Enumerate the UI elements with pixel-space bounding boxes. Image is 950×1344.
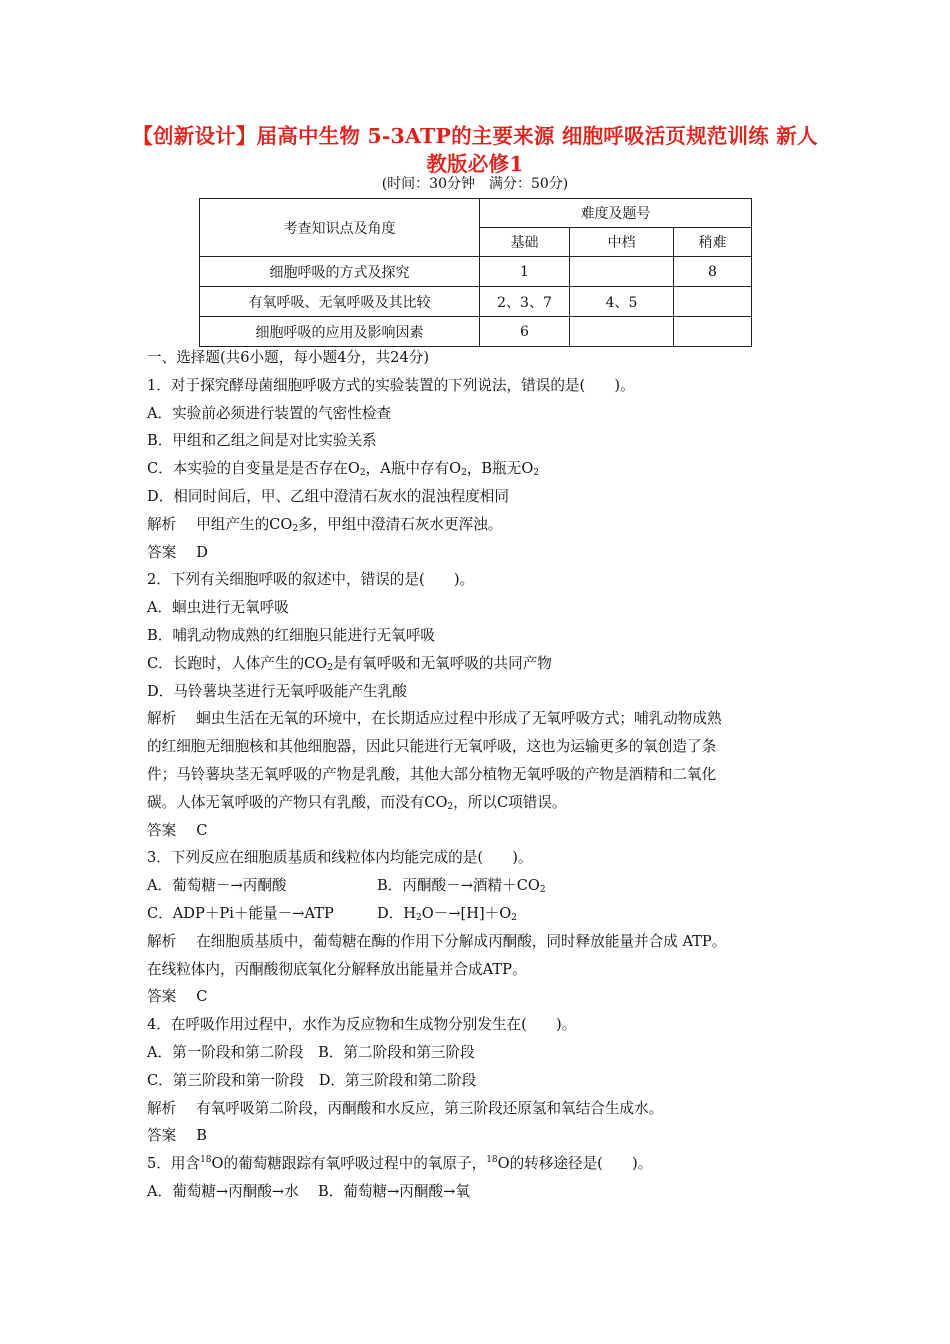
question-1-answer — [147, 539, 817, 567]
option-text: O－→[H]＋O — [421, 904, 512, 922]
subscript: 2 — [416, 912, 422, 923]
question-1-option-c — [147, 455, 817, 483]
answer-value: C — [196, 988, 208, 1006]
table-header-basic: 基础 — [480, 228, 570, 257]
question-2-stem: 2．下列有关细胞呼吸的叙述中，错误的是( )。 — [147, 571, 475, 589]
document-title: 【创新设计】届高中生物 5-3ATP的主要来源 细胞呼吸活页规范训练 新人教版必修1 — [132, 124, 818, 176]
option-text: ，A瓶中存有O — [365, 460, 462, 478]
question-3-answer — [147, 983, 817, 1011]
question-2-analysis-line-2: 的红细胞无细胞核和其他细胞器，因此只能进行无氧呼吸，这也为运输更多的氧创造了条 — [147, 738, 717, 756]
question-2-analysis-line-1 — [147, 705, 817, 733]
knowledge-point-table — [199, 198, 752, 347]
subscript: 2 — [461, 468, 467, 479]
table-row — [200, 287, 752, 317]
analysis-text: 蛔虫生活在无氧的环境中，在长期适应过程中形成了无氧呼吸方式；哺乳动物成熟 — [196, 710, 722, 728]
question-1-option-a: A．实验前必须进行装置的气密性检查 — [147, 404, 392, 422]
question-2-option-a: A．蛔虫进行无氧呼吸 — [147, 599, 289, 617]
section-heading: 一、选择题(共6小题，每小题4分，共24分) — [147, 349, 430, 366]
table-cell-basic: 6 — [480, 317, 570, 347]
analysis-label: 解析 — [147, 710, 177, 728]
analysis-text: 甲组产生的CO — [196, 515, 293, 533]
subscript: 2 — [359, 468, 366, 479]
analysis-label: 解析 — [147, 515, 177, 533]
table-header-topic: 考查知识点及角度 — [200, 199, 480, 257]
question-4-options-cd: C．第三阶段和第一阶段 D．第三阶段和第二阶段 — [147, 1071, 477, 1089]
question-2-option-d: D．马铃薯块茎进行无氧呼吸能产生乳酸 — [147, 682, 407, 700]
subscript: 2 — [539, 885, 546, 896]
subscript: 2 — [292, 523, 299, 534]
question-5-options-ab: A．葡萄糖→丙酮酸→水 B．葡萄糖→丙酮酸→氧 — [147, 1182, 470, 1200]
question-4-analysis — [147, 1095, 817, 1123]
question-2-analysis-line-3: 件；马铃薯块茎无氧呼吸的产物是乳酸，其他大部分植物无氧呼吸的产物是酒精和二氧化 — [147, 765, 717, 783]
table-cell-topic: 细胞呼吸的方式及探究 — [200, 257, 480, 287]
question-4-options-ab: A．第一阶段和第二阶段 B．第二阶段和第三阶段 — [147, 1043, 475, 1061]
table-header-difficulty: 难度及题号 — [480, 199, 752, 228]
question-3-option-b — [377, 877, 546, 894]
option-text: ，B瓶无O — [466, 460, 534, 478]
question-2-option-c — [147, 650, 817, 678]
analysis-label: 解析 — [147, 932, 177, 950]
table-header-medium: 中档 — [570, 228, 674, 257]
question-3-option-d — [377, 905, 517, 922]
table-row — [200, 257, 752, 287]
table-cell-hard: 8 — [674, 257, 752, 287]
table-cell-medium — [570, 257, 674, 287]
question-3-analysis-line-2: 在线粒体内，丙酮酸彻底氧化分解释放出能量并合成ATP。 — [147, 960, 527, 978]
exam-time-score: (时间：30分钟 满分：50分) — [381, 176, 569, 192]
answer-label: 答案 — [147, 821, 177, 839]
option-text: 是有氧呼吸和无氧呼吸的共同产物 — [332, 654, 552, 672]
analysis-text: 有氧呼吸第二阶段，丙酮酸和水反应，第三阶段还原氢和氧结合生成水。 — [196, 1099, 664, 1117]
table-cell-topic: 细胞呼吸的应用及影响因素 — [200, 317, 480, 347]
question-1-stem: 1．对于探究酵母菌细胞呼吸方式的实验装置的下列说法，错误的是( )。 — [147, 376, 635, 394]
option-text: B．丙酮酸－→酒精＋CO — [377, 877, 540, 895]
table-cell-hard — [674, 287, 752, 317]
answer-label: 答案 — [147, 1127, 177, 1145]
analysis-text: ，所以C项错误。 — [453, 793, 567, 811]
analysis-text: 在细胞质基质中，葡萄糖在酶的作用下分解成丙酮酸，同时释放能量并合成 ATP。 — [196, 932, 727, 950]
answer-value: C — [196, 821, 208, 839]
table-row — [200, 317, 752, 347]
answer-label: 答案 — [147, 988, 177, 1006]
table-cell-medium — [570, 317, 674, 347]
question-3-option-a: A．葡萄糖－→丙酮酸 — [147, 877, 287, 895]
question-4-answer — [147, 1122, 817, 1150]
analysis-text: 碳。人体无氧呼吸的产物只有乳酸，而没有CO — [147, 793, 448, 811]
table-cell-hard — [674, 317, 752, 347]
question-list — [147, 344, 817, 1206]
stem-text: O的葡萄糖跟踪有氧呼吸过程中的氧原子， — [211, 1155, 487, 1173]
question-2-analysis-line-4 — [147, 789, 817, 817]
table-cell-topic: 有氧呼吸、无氧呼吸及其比较 — [200, 287, 480, 317]
answer-value: B — [196, 1127, 207, 1145]
question-2-answer — [147, 817, 817, 845]
superscript: 18 — [486, 1155, 498, 1166]
subscript: 2 — [327, 662, 333, 673]
question-3-analysis-line-1 — [147, 928, 817, 956]
question-1-option-b: B．甲组和乙组之间是对比实验关系 — [147, 432, 377, 450]
analysis-text: 多，甲组中澄清石灰水更浑浊。 — [298, 515, 503, 533]
table-header-hard: 稍难 — [674, 228, 752, 257]
subscript: 2 — [511, 912, 517, 923]
superscript: 18 — [200, 1155, 212, 1166]
stem-text: 5．用含 — [147, 1155, 201, 1173]
question-1-analysis — [147, 511, 817, 539]
question-4-stem: 4．在呼吸作用过程中，水作为反应物和生成物分别发生在( )。 — [147, 1016, 577, 1034]
question-1-option-d: D．相同时间后，甲、乙组中澄清石灰水的混浊程度相同 — [147, 487, 509, 505]
analysis-label: 解析 — [147, 1099, 177, 1117]
answer-value: D — [196, 543, 208, 561]
option-text: C．本实验的自变量是是否存在O — [147, 460, 360, 478]
answer-label: 答案 — [147, 543, 177, 561]
question-3-option-c: C．ADP＋Pi＋能量－→ATP — [147, 904, 334, 922]
question-5-stem — [147, 1150, 817, 1178]
option-text: C．长跑时，人体产生的CO — [147, 654, 328, 672]
option-text: D．H — [377, 904, 417, 922]
stem-text: O的转移途径是( )。 — [497, 1155, 653, 1173]
subscript: 2 — [533, 468, 540, 479]
question-2-option-b: B．哺乳动物成熟的红细胞只能进行无氧呼吸 — [147, 626, 436, 644]
table-cell-basic: 2、3、7 — [480, 287, 570, 317]
question-3-stem: 3．下列反应在细胞质基质和线粒体内均能完成的是( )。 — [147, 849, 533, 867]
question-3-options-ab — [147, 872, 817, 900]
table-cell-medium: 4、5 — [570, 287, 674, 317]
subscript: 2 — [447, 801, 454, 812]
question-3-options-cd — [147, 900, 817, 928]
table-cell-basic: 1 — [480, 257, 570, 287]
